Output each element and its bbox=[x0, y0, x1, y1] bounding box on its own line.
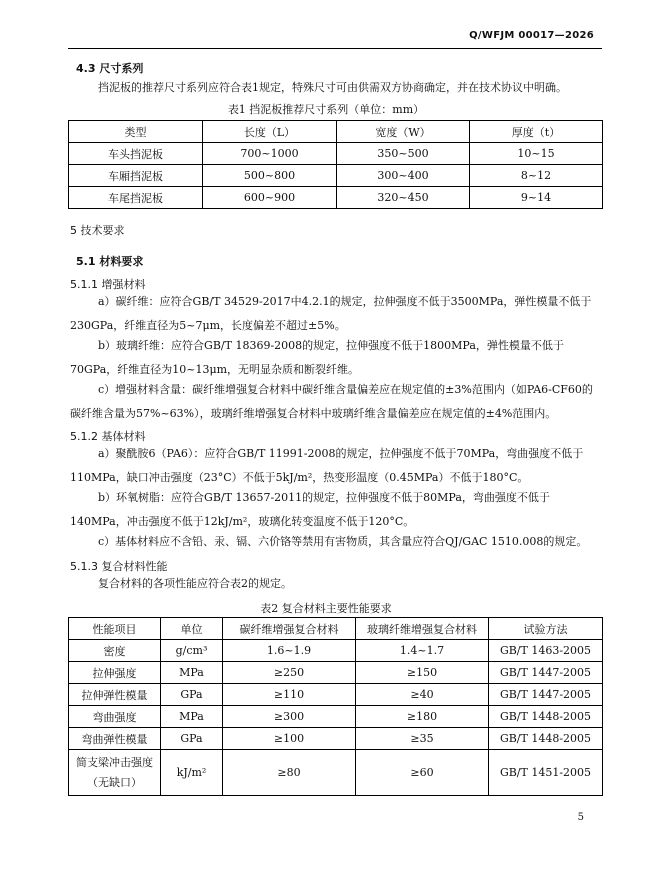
table-cell: ≥60 bbox=[356, 750, 489, 796]
table-header-cell: 性能项目 bbox=[69, 618, 161, 640]
table-row bbox=[69, 728, 603, 750]
table-cell: 拉伸弹性模量 bbox=[69, 684, 161, 706]
table-header-cell: 碳纤维增强复合材料 bbox=[223, 618, 356, 640]
table-row bbox=[69, 187, 603, 209]
section-number: 5.1 bbox=[76, 255, 96, 268]
table-cell: 简支梁冲击强度（无缺口） bbox=[69, 750, 161, 796]
table-row bbox=[69, 165, 603, 187]
table-header-cell: 宽度（W） bbox=[337, 121, 470, 143]
paragraph: c）基体材料应不含铅、汞、镉、六价铬等禁用有害物质，其含量应符合QJ/GAC 1510.008的规定。 bbox=[98, 535, 588, 548]
table-cell: GPa bbox=[161, 728, 223, 750]
table-2-caption: 表2 复合材料主要性能要求 bbox=[260, 602, 392, 615]
section-title: 尺寸系列 bbox=[99, 62, 144, 75]
table-1-caption: 表1 挡泥板推荐尺寸系列（单位：mm） bbox=[227, 103, 425, 116]
table-cell: 350~500 bbox=[337, 143, 470, 165]
table-header-row bbox=[69, 618, 603, 640]
table-cell: 密度 bbox=[69, 640, 161, 662]
table-cell: ≥180 bbox=[356, 706, 489, 728]
paragraph: c）增强材料含量：碳纤维增强复合材料中碳纤维含量偏差应在规定值的±3%范围内（如PA6-CF60的碳纤维含量为57%~63%），玻璃纤维增强复合材料中玻璃纤维含量偏差应在规定值的±4%范围内。 bbox=[70, 383, 593, 420]
section-title: 材料要求 bbox=[99, 255, 144, 268]
table-row bbox=[69, 750, 603, 796]
table-cell: 弯曲弹性模量 bbox=[69, 728, 161, 750]
table-cell: 弯曲强度 bbox=[69, 706, 161, 728]
subsection-5-1-3-heading: 5.1.3 复合材料性能 bbox=[70, 560, 168, 573]
section-5-heading: 5 技术要求 bbox=[70, 224, 125, 237]
table-cell: ≥40 bbox=[356, 684, 489, 706]
table-row bbox=[69, 706, 603, 728]
table-1 bbox=[68, 120, 603, 209]
table-cell: 9~14 bbox=[470, 187, 603, 209]
paragraph: b）环氧树脂：应符合GB/T 13657-2011的规定，拉伸强度不低于80MPa，弯曲强度不低于140MPa，冲击强度不低于12kJ/m²，玻璃化转变温度不低于120°C。 bbox=[70, 491, 550, 528]
table-cell: 车尾挡泥板 bbox=[69, 187, 203, 209]
table-cell: ≥100 bbox=[223, 728, 356, 750]
table-2 bbox=[68, 617, 603, 796]
table-cell: GB/T 1448-2005 bbox=[489, 706, 603, 728]
table-cell: ≥80 bbox=[223, 750, 356, 796]
page-number: 5 bbox=[577, 812, 584, 823]
table-cell: MPa bbox=[161, 662, 223, 684]
table-cell: 700~1000 bbox=[203, 143, 337, 165]
section-4-3-heading bbox=[76, 60, 143, 76]
table-cell: 车头挡泥板 bbox=[69, 143, 203, 165]
table-header-cell: 类型 bbox=[69, 121, 203, 143]
table-row bbox=[69, 143, 603, 165]
table-cell: kJ/m² bbox=[161, 750, 223, 796]
table-cell: GB/T 1447-2005 bbox=[489, 684, 603, 706]
standard-number: Q/WFJM 00017—2026 bbox=[469, 30, 594, 41]
table-cell: GPa bbox=[161, 684, 223, 706]
subsection-5-1-1-heading: 5.1.1 增强材料 bbox=[70, 278, 146, 291]
table-cell: 1.4~1.7 bbox=[356, 640, 489, 662]
table-header-cell: 长度（L） bbox=[203, 121, 337, 143]
table-cell: MPa bbox=[161, 706, 223, 728]
paragraph: a）聚酰胺6（PA6）：应符合GB/T 11991-2008的规定，拉伸强度不低于70MPa，弯曲强度不低于110MPa，缺口冲击强度（23°C）不低于5kJ/m²，热变形温度（0.45MPa）不低于180°C。 bbox=[70, 447, 584, 484]
table-header-cell: 单位 bbox=[161, 618, 223, 640]
table-cell: 车厢挡泥板 bbox=[69, 165, 203, 187]
header-rule bbox=[68, 48, 602, 49]
table-header-row bbox=[69, 121, 603, 143]
table-cell: ≥150 bbox=[356, 662, 489, 684]
paragraph: 复合材料的各项性能应符合表2的规定。 bbox=[98, 577, 292, 590]
table-cell: 300~400 bbox=[337, 165, 470, 187]
table-cell: 500~800 bbox=[203, 165, 337, 187]
paragraph: 挡泥板的推荐尺寸系列应符合表1规定，特殊尺寸可由供需双方协商确定，并在技术协议中明确。 bbox=[98, 81, 567, 94]
table-cell: 10~15 bbox=[470, 143, 603, 165]
table-cell: 320~450 bbox=[337, 187, 470, 209]
paragraph: a）碳纤维：应符合GB/T 34529-2017中4.2.1的规定，拉伸强度不低于3500MPa，弹性模量不低于230GPa，纤维直径为5~7μm，长度偏差不超过±5%。 bbox=[70, 295, 592, 332]
table-header-cell: 试验方法 bbox=[489, 618, 603, 640]
section-5-1-heading bbox=[76, 253, 143, 269]
table-cell: 8~12 bbox=[470, 165, 603, 187]
table-cell: GB/T 1447-2005 bbox=[489, 662, 603, 684]
table-cell: ≥35 bbox=[356, 728, 489, 750]
table-cell: ≥110 bbox=[223, 684, 356, 706]
table-cell: GB/T 1463-2005 bbox=[489, 640, 603, 662]
paragraph: b）玻璃纤维：应符合GB/T 18369-2008的规定，拉伸强度不低于1800MPa，弹性模量不低于70GPa，纤维直径为10~13μm，无明显杂质和断裂纤维。 bbox=[70, 339, 564, 376]
section-number: 4.3 bbox=[76, 62, 96, 75]
table-cell: 拉伸强度 bbox=[69, 662, 161, 684]
table-row bbox=[69, 640, 603, 662]
table-cell: ≥250 bbox=[223, 662, 356, 684]
table-cell: 600~900 bbox=[203, 187, 337, 209]
subsection-5-1-2-heading: 5.1.2 基体材料 bbox=[70, 430, 146, 443]
table-cell: GB/T 1448-2005 bbox=[489, 728, 603, 750]
table-row bbox=[69, 662, 603, 684]
table-cell: 1.6~1.9 bbox=[223, 640, 356, 662]
table-cell: g/cm³ bbox=[161, 640, 223, 662]
table-cell: GB/T 1451-2005 bbox=[489, 750, 603, 796]
table-row bbox=[69, 684, 603, 706]
table-header-cell: 厚度（t） bbox=[470, 121, 603, 143]
table-cell: ≥300 bbox=[223, 706, 356, 728]
table-header-cell: 玻璃纤维增强复合材料 bbox=[356, 618, 489, 640]
